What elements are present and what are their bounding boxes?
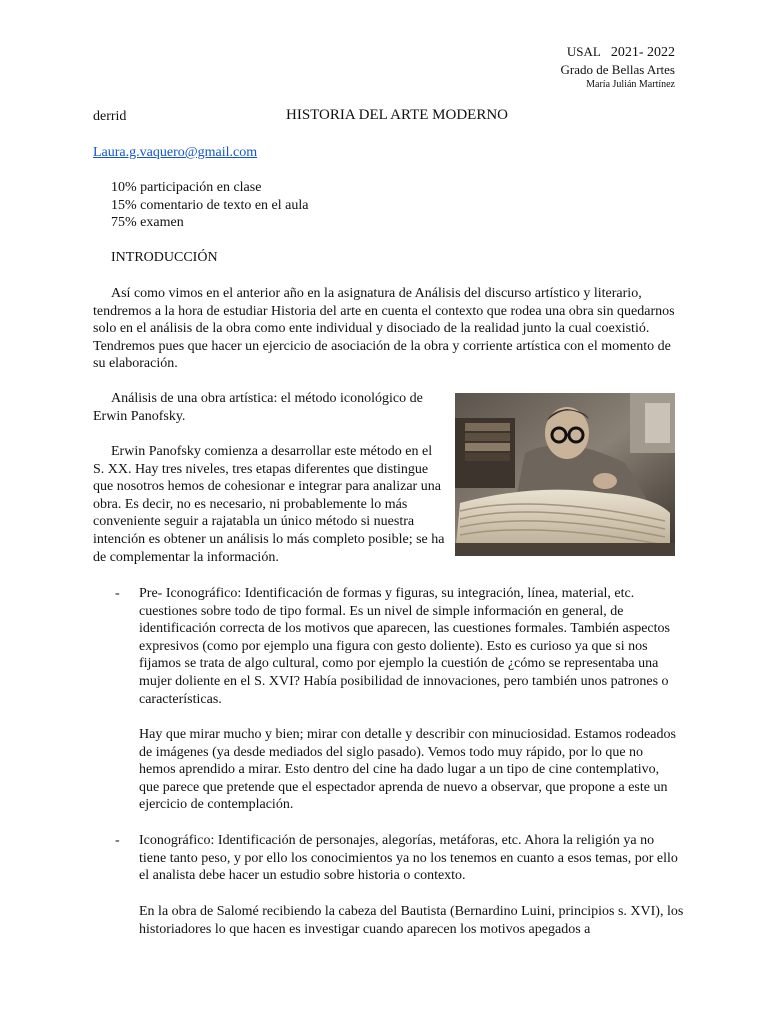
grading-list [111, 179, 308, 232]
section-heading: INTRODUCCIÓN [111, 250, 218, 265]
method-body-paragraph [93, 443, 445, 566]
grading-item: 10% participación en clase [111, 180, 262, 195]
bullet-dash: - [115, 833, 120, 848]
method-body-text: Erwin Panofsky comienza a desarrollar este método en el S. XX. Hay tres niveles, tres etapas diferentes que distingue que nosotros hemos de cohesionar e integrar para analizar una obra. Es decir, no es necesario, ni probablemente lo más conveniente seguir a rajatabla un único método si nuestra intención es obtener un análisis lo más completo posible; se ha de complementar la información. [93, 444, 445, 565]
academic-year: 2021- 2022 [610, 45, 675, 60]
document-title: HISTORIA DEL ARTE MODERNO [286, 107, 509, 123]
method-title-paragraph [93, 390, 445, 425]
institution-name: USAL [566, 44, 601, 59]
header-line-institution [375, 43, 675, 62]
intro-paragraph [93, 285, 683, 373]
author-name: María Julián Martínez [586, 79, 675, 90]
bullet-dash: - [115, 586, 120, 601]
degree-name: Grado de Bellas Artes [560, 62, 675, 77]
email-link[interactable]: Laura.g.vaquero@gmail.com [93, 145, 258, 160]
bullet-iconografico-extra: En la obra de Salomé recibiendo la cabeza del Bautista (Bernardino Luini, principios s. XVI), los historiadores lo que hacen es investigar cuando aparecen los motivos apegados a [139, 904, 684, 937]
intro-paragraph-text: Así como vimos en el anterior año en la asignatura de Análisis del discurso artístico y literario, tendremos a la hora de estudiar Historia del arte en cuenta el contexto que rodea una obra sin quedarnos solo en el análisis de la obra como ente individual y disociado de la realidad junto la cual coexistió. Tendremos pues que hacer un ejercicio de asociación de la obra y corriente artística con el momento de su elaboración. [93, 286, 675, 372]
photo-illustration [455, 393, 675, 556]
panofsky-photo [455, 393, 675, 556]
method-title-text: Análisis de una obra artística: el método iconológico de Erwin Panofsky. [93, 391, 423, 424]
grading-item: 15% comentario de texto en el aula [111, 197, 309, 213]
page-header [375, 43, 675, 92]
bullet-iconografico: Iconográfico: Identificación de personajes, alegorías, metáforas, etc. Ahora la religión ya no tiene tanto peso, y por ello los conocimientos ya no los tenemos en cuanto a esos temas, por ello el analista debe hacer un estudio sobre historia o contexto. [139, 833, 678, 884]
bullet-pre-iconografico: Pre- Iconográfico: Identificación de formas y figuras, su integración, línea, material, etc. cuestiones sobre todo de tipo formal. Es un nivel de simple información en general, de identificación correcta de los motivos que aparecen, las cuestiones formales. También aspectos expresivos (como por ejemplo una figura con gesto doliente). Esto es curioso ya que si nos fijamos se trata de algo cultural, como por ejemplo la cuestión de ¿cómo se representaba una mujer doliente en el S. XVI? Había posibilidad de innovaciones, pero también unos patrones o características. [139, 586, 670, 707]
bullet-pre-iconografico-extra: Hay que mirar mucho y bien; mirar con detalle y describir con minuciosidad. Estamos rodeados de imágenes (ya desde mediados del siglo pasado). Vemos todo muy rápido, por lo que no hemos aprendido a mirar. Esto dentro del cine ha dado lugar a un tipo de cine contemplativo, que parece que pretende que el espectador aprenda de nuevo a observar, que propone a este un ejercicio de contemplación. [139, 727, 676, 813]
left-label: derrid [93, 109, 127, 124]
grading-item: 75% examen [111, 215, 184, 231]
